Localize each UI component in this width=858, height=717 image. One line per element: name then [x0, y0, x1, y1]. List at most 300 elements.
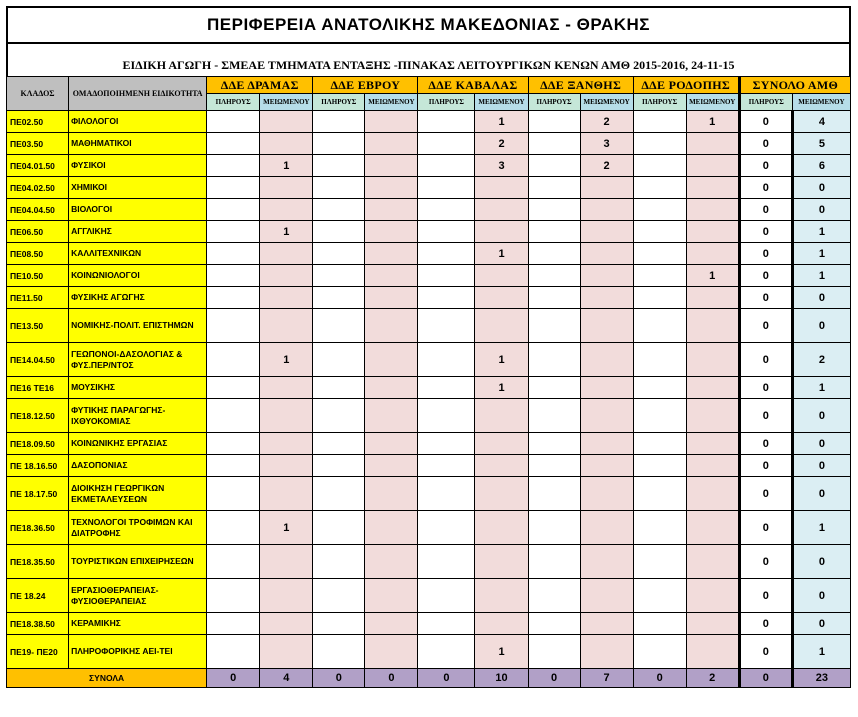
cell-plirous[interactable]	[207, 287, 260, 309]
cell-plirous[interactable]	[418, 377, 475, 399]
cell-meiomenou[interactable]	[686, 477, 739, 511]
cell-klados[interactable]: ΠΕ02.50	[7, 111, 69, 133]
cell-plirous[interactable]: 0	[739, 579, 792, 613]
cell-plirous[interactable]	[418, 309, 475, 343]
cell-plirous[interactable]	[313, 287, 365, 309]
cell-meiomenou[interactable]: 1	[792, 265, 850, 287]
cell-plirous[interactable]	[313, 399, 365, 433]
cell-meiomenou[interactable]: 2	[792, 343, 850, 377]
cell-meiomenou[interactable]: 0	[792, 477, 850, 511]
cell-meiomenou[interactable]: 4	[792, 111, 850, 133]
cell-plirous[interactable]	[313, 221, 365, 243]
cell-meiomenou[interactable]	[365, 155, 418, 177]
cell-plirous[interactable]	[528, 433, 580, 455]
cell-meiomenou[interactable]: 0	[792, 199, 850, 221]
cell-eidikotita[interactable]: ΔΙΟΙΚΗΣΗ ΓΕΩΡΓΙΚΩΝ ΕΚΜΕΤΑΛΕΥΣΕΩΝ	[69, 477, 207, 511]
cell-eidikotita[interactable]: ΦΥΣΙΚΗΣ ΑΓΩΓΗΣ	[69, 287, 207, 309]
cell-klados[interactable]: ΠΕ 18.24	[7, 579, 69, 613]
cell-plirous[interactable]	[528, 399, 580, 433]
cell-plirous[interactable]	[528, 221, 580, 243]
cell-meiomenou[interactable]	[580, 265, 633, 287]
total-cell[interactable]: 0	[418, 669, 475, 688]
cell-plirous[interactable]	[207, 635, 260, 669]
cell-meiomenou[interactable]	[365, 343, 418, 377]
cell-meiomenou[interactable]: 1	[686, 265, 739, 287]
cell-plirous[interactable]	[528, 545, 580, 579]
cell-plirous[interactable]	[418, 243, 475, 265]
cell-plirous[interactable]	[313, 243, 365, 265]
cell-plirous[interactable]	[633, 579, 686, 613]
cell-plirous[interactable]	[207, 545, 260, 579]
cell-plirous[interactable]: 0	[739, 243, 792, 265]
cell-meiomenou[interactable]	[365, 399, 418, 433]
total-cell[interactable]: 0	[633, 669, 686, 688]
cell-klados[interactable]: ΠΕ18.12.50	[7, 399, 69, 433]
cell-meiomenou[interactable]	[580, 613, 633, 635]
total-cell[interactable]: 23	[792, 669, 850, 688]
cell-plirous[interactable]: 0	[739, 613, 792, 635]
total-cell[interactable]: 0	[739, 669, 792, 688]
cell-plirous[interactable]	[207, 477, 260, 511]
cell-eidikotita[interactable]: ΦΥΣΙΚΟΙ	[69, 155, 207, 177]
cell-meiomenou[interactable]	[475, 265, 528, 287]
total-cell[interactable]: 2	[686, 669, 739, 688]
cell-meiomenou[interactable]	[686, 377, 739, 399]
cell-plirous[interactable]	[207, 199, 260, 221]
total-cell[interactable]: 0	[365, 669, 418, 688]
cell-meiomenou[interactable]	[260, 133, 313, 155]
cell-plirous[interactable]	[528, 579, 580, 613]
cell-meiomenou[interactable]: 1	[792, 511, 850, 545]
cell-plirous[interactable]	[207, 155, 260, 177]
cell-meiomenou[interactable]: 1	[475, 343, 528, 377]
cell-meiomenou[interactable]	[260, 477, 313, 511]
cell-meiomenou[interactable]	[475, 579, 528, 613]
cell-plirous[interactable]	[528, 287, 580, 309]
cell-plirous[interactable]	[528, 477, 580, 511]
cell-plirous[interactable]: 0	[739, 343, 792, 377]
cell-eidikotita[interactable]: ΓΕΩΠΟΝΟΙ-ΔΑΣΟΛΟΓΙΑΣ & ΦΥΣ.ΠΕΡ/ΝΤΟΣ	[69, 343, 207, 377]
cell-plirous[interactable]: 0	[739, 221, 792, 243]
cell-plirous[interactable]	[528, 377, 580, 399]
cell-meiomenou[interactable]: 1	[260, 511, 313, 545]
cell-meiomenou[interactable]	[365, 221, 418, 243]
cell-meiomenou[interactable]	[580, 545, 633, 579]
cell-meiomenou[interactable]: 0	[792, 309, 850, 343]
cell-meiomenou[interactable]	[260, 177, 313, 199]
cell-plirous[interactable]	[418, 579, 475, 613]
cell-meiomenou[interactable]	[365, 199, 418, 221]
cell-meiomenou[interactable]: 2	[475, 133, 528, 155]
cell-meiomenou[interactable]: 1	[475, 635, 528, 669]
cell-plirous[interactable]	[313, 111, 365, 133]
cell-meiomenou[interactable]	[686, 343, 739, 377]
cell-plirous[interactable]	[633, 133, 686, 155]
cell-eidikotita[interactable]: ΑΓΓΛΙΚΗΣ	[69, 221, 207, 243]
cell-plirous[interactable]	[313, 177, 365, 199]
cell-meiomenou[interactable]: 1	[686, 111, 739, 133]
total-cell[interactable]: 10	[475, 669, 528, 688]
total-cell[interactable]: 0	[207, 669, 260, 688]
cell-plirous[interactable]	[418, 111, 475, 133]
cell-meiomenou[interactable]	[686, 635, 739, 669]
cell-plirous[interactable]	[528, 111, 580, 133]
cell-meiomenou[interactable]	[580, 511, 633, 545]
cell-meiomenou[interactable]: 1	[260, 343, 313, 377]
cell-meiomenou[interactable]	[580, 579, 633, 613]
cell-meiomenou[interactable]	[475, 221, 528, 243]
cell-meiomenou[interactable]	[475, 455, 528, 477]
cell-plirous[interactable]	[418, 155, 475, 177]
cell-meiomenou[interactable]	[580, 399, 633, 433]
cell-plirous[interactable]	[313, 433, 365, 455]
cell-meiomenou[interactable]	[580, 455, 633, 477]
cell-plirous[interactable]	[633, 265, 686, 287]
cell-meiomenou[interactable]	[686, 221, 739, 243]
cell-meiomenou[interactable]	[475, 399, 528, 433]
cell-plirous[interactable]	[633, 111, 686, 133]
cell-meiomenou[interactable]	[475, 613, 528, 635]
cell-plirous[interactable]	[207, 377, 260, 399]
cell-plirous[interactable]	[207, 613, 260, 635]
cell-meiomenou[interactable]	[365, 111, 418, 133]
cell-meiomenou[interactable]	[365, 579, 418, 613]
cell-meiomenou[interactable]	[260, 455, 313, 477]
cell-meiomenou[interactable]: 2	[580, 111, 633, 133]
cell-meiomenou[interactable]	[365, 613, 418, 635]
cell-meiomenou[interactable]	[260, 545, 313, 579]
total-cell[interactable]: 0	[528, 669, 580, 688]
cell-meiomenou[interactable]: 6	[792, 155, 850, 177]
cell-meiomenou[interactable]	[260, 579, 313, 613]
cell-plirous[interactable]	[418, 545, 475, 579]
cell-eidikotita[interactable]: ΝΟΜΙΚΗΣ-ΠΟΛΙΤ. ΕΠΙΣΤΗΜΩΝ	[69, 309, 207, 343]
cell-meiomenou[interactable]	[475, 477, 528, 511]
cell-eidikotita[interactable]: ΔΑΣΟΠΟΝΙΑΣ	[69, 455, 207, 477]
cell-plirous[interactable]	[528, 511, 580, 545]
cell-eidikotita[interactable]: ΚΑΛΛΙΤΕΧΝΙΚΩΝ	[69, 243, 207, 265]
cell-plirous[interactable]	[207, 111, 260, 133]
cell-eidikotita[interactable]: ΚΕΡΑΜΙΚΗΣ	[69, 613, 207, 635]
cell-meiomenou[interactable]	[580, 243, 633, 265]
cell-meiomenou[interactable]	[580, 309, 633, 343]
total-cell[interactable]: 0	[313, 669, 365, 688]
cell-meiomenou[interactable]	[686, 455, 739, 477]
cell-meiomenou[interactable]: 1	[792, 243, 850, 265]
cell-plirous[interactable]	[418, 133, 475, 155]
cell-meiomenou[interactable]: 1	[792, 635, 850, 669]
cell-plirous[interactable]	[633, 635, 686, 669]
cell-meiomenou[interactable]: 0	[792, 399, 850, 433]
cell-meiomenou[interactable]	[365, 287, 418, 309]
cell-meiomenou[interactable]	[365, 177, 418, 199]
cell-meiomenou[interactable]	[686, 545, 739, 579]
cell-eidikotita[interactable]: ΕΡΓΑΣΙΟΘΕΡΑΠΕΙΑΣ-ΦΥΣΙΟΘΕΡΑΠΕΙΑΣ	[69, 579, 207, 613]
cell-meiomenou[interactable]: 3	[475, 155, 528, 177]
cell-plirous[interactable]	[528, 343, 580, 377]
cell-klados[interactable]: ΠΕ18.09.50	[7, 433, 69, 455]
cell-meiomenou[interactable]	[686, 177, 739, 199]
cell-meiomenou[interactable]	[580, 287, 633, 309]
cell-plirous[interactable]	[313, 477, 365, 511]
cell-meiomenou[interactable]	[260, 287, 313, 309]
cell-meiomenou[interactable]	[365, 477, 418, 511]
cell-plirous[interactable]	[418, 265, 475, 287]
cell-eidikotita[interactable]: ΤΕΧΝΟΛΟΓΟΙ ΤΡΟΦΙΜΩΝ ΚΑΙ ΔΙΑΤΡΟΦΗΣ	[69, 511, 207, 545]
cell-meiomenou[interactable]	[260, 265, 313, 287]
cell-plirous[interactable]	[528, 199, 580, 221]
cell-plirous[interactable]: 0	[739, 455, 792, 477]
cell-klados[interactable]: ΠΕ08.50	[7, 243, 69, 265]
cell-plirous[interactable]	[528, 177, 580, 199]
cell-plirous[interactable]	[418, 199, 475, 221]
cell-meiomenou[interactable]	[365, 511, 418, 545]
cell-meiomenou[interactable]	[260, 399, 313, 433]
cell-plirous[interactable]: 0	[739, 265, 792, 287]
cell-klados[interactable]: ΠΕ13.50	[7, 309, 69, 343]
cell-eidikotita[interactable]: ΜΟΥΣΙΚΗΣ	[69, 377, 207, 399]
cell-plirous[interactable]	[313, 133, 365, 155]
cell-meiomenou[interactable]: 0	[792, 177, 850, 199]
cell-eidikotita[interactable]: ΚΟΙΝΩΝΙΚΗΣ ΕΡΓΑΣΙΑΣ	[69, 433, 207, 455]
cell-meiomenou[interactable]	[365, 635, 418, 669]
cell-klados[interactable]: ΠΕ10.50	[7, 265, 69, 287]
cell-eidikotita[interactable]: ΠΛΗΡΟΦΟΡΙΚΗΣ ΑΕΙ-ΤΕΙ	[69, 635, 207, 669]
cell-meiomenou[interactable]	[260, 243, 313, 265]
cell-meiomenou[interactable]	[365, 309, 418, 343]
cell-meiomenou[interactable]	[365, 265, 418, 287]
cell-plirous[interactable]: 0	[739, 399, 792, 433]
cell-meiomenou[interactable]: 0	[792, 455, 850, 477]
cell-plirous[interactable]	[418, 477, 475, 511]
cell-meiomenou[interactable]	[686, 613, 739, 635]
cell-meiomenou[interactable]	[475, 545, 528, 579]
cell-meiomenou[interactable]	[365, 377, 418, 399]
cell-plirous[interactable]	[528, 635, 580, 669]
cell-meiomenou[interactable]	[260, 309, 313, 343]
cell-plirous[interactable]	[418, 455, 475, 477]
cell-plirous[interactable]	[313, 309, 365, 343]
cell-meiomenou[interactable]	[580, 433, 633, 455]
cell-eidikotita[interactable]: ΦΙΛΟΛΟΓΟΙ	[69, 111, 207, 133]
cell-klados[interactable]: ΠΕ06.50	[7, 221, 69, 243]
cell-plirous[interactable]	[418, 399, 475, 433]
cell-meiomenou[interactable]: 1	[475, 243, 528, 265]
cell-plirous[interactable]	[633, 455, 686, 477]
cell-plirous[interactable]	[633, 199, 686, 221]
cell-meiomenou[interactable]	[365, 545, 418, 579]
cell-meiomenou[interactable]	[365, 433, 418, 455]
cell-plirous[interactable]	[313, 635, 365, 669]
cell-meiomenou[interactable]	[580, 221, 633, 243]
cell-plirous[interactable]	[207, 265, 260, 287]
cell-meiomenou[interactable]: 0	[792, 287, 850, 309]
cell-meiomenou[interactable]	[260, 613, 313, 635]
cell-plirous[interactable]: 0	[739, 377, 792, 399]
cell-meiomenou[interactable]	[686, 243, 739, 265]
cell-plirous[interactable]	[633, 399, 686, 433]
cell-plirous[interactable]	[313, 265, 365, 287]
cell-meiomenou[interactable]	[475, 433, 528, 455]
cell-klados[interactable]: ΠΕ11.50	[7, 287, 69, 309]
cell-klados[interactable]: ΠΕ14.04.50	[7, 343, 69, 377]
cell-klados[interactable]: ΠΕ 18.17.50	[7, 477, 69, 511]
cell-plirous[interactable]	[633, 545, 686, 579]
cell-meiomenou[interactable]	[580, 377, 633, 399]
cell-plirous[interactable]: 0	[739, 133, 792, 155]
cell-plirous[interactable]: 0	[739, 287, 792, 309]
cell-meiomenou[interactable]	[686, 309, 739, 343]
cell-klados[interactable]: ΠΕ18.38.50	[7, 613, 69, 635]
cell-meiomenou[interactable]: 1	[260, 221, 313, 243]
cell-plirous[interactable]	[313, 511, 365, 545]
cell-plirous[interactable]	[418, 287, 475, 309]
cell-plirous[interactable]	[207, 309, 260, 343]
cell-plirous[interactable]	[528, 133, 580, 155]
total-cell[interactable]: 4	[260, 669, 313, 688]
cell-meiomenou[interactable]	[580, 177, 633, 199]
cell-meiomenou[interactable]	[580, 199, 633, 221]
cell-klados[interactable]: ΠΕ 18.16.50	[7, 455, 69, 477]
cell-eidikotita[interactable]: ΜΑΘΗΜΑΤΙΚΟΙ	[69, 133, 207, 155]
cell-plirous[interactable]	[633, 343, 686, 377]
cell-meiomenou[interactable]	[686, 287, 739, 309]
cell-meiomenou[interactable]: 0	[792, 613, 850, 635]
cell-meiomenou[interactable]	[686, 399, 739, 433]
cell-plirous[interactable]	[313, 613, 365, 635]
cell-klados[interactable]: ΠΕ19- ΠΕ20	[7, 635, 69, 669]
cell-klados[interactable]: ΠΕ04.01.50	[7, 155, 69, 177]
cell-plirous[interactable]	[528, 613, 580, 635]
cell-plirous[interactable]: 0	[739, 545, 792, 579]
cell-plirous[interactable]	[633, 243, 686, 265]
cell-plirous[interactable]	[633, 221, 686, 243]
cell-meiomenou[interactable]	[475, 287, 528, 309]
cell-meiomenou[interactable]: 1	[475, 111, 528, 133]
cell-meiomenou[interactable]	[260, 199, 313, 221]
cell-plirous[interactable]	[528, 265, 580, 287]
cell-plirous[interactable]: 0	[739, 309, 792, 343]
cell-klados[interactable]: ΠΕ04.02.50	[7, 177, 69, 199]
cell-meiomenou[interactable]	[475, 309, 528, 343]
cell-plirous[interactable]	[418, 177, 475, 199]
total-cell[interactable]: 7	[580, 669, 633, 688]
cell-plirous[interactable]	[633, 287, 686, 309]
cell-meiomenou[interactable]	[686, 433, 739, 455]
cell-meiomenou[interactable]	[260, 377, 313, 399]
cell-eidikotita[interactable]: ΚΟΙΝΩΝΙΟΛΟΓΟΙ	[69, 265, 207, 287]
cell-meiomenou[interactable]	[365, 243, 418, 265]
cell-meiomenou[interactable]	[580, 477, 633, 511]
cell-plirous[interactable]	[418, 613, 475, 635]
cell-meiomenou[interactable]: 0	[792, 545, 850, 579]
cell-plirous[interactable]	[207, 455, 260, 477]
cell-plirous[interactable]: 0	[739, 477, 792, 511]
cell-meiomenou[interactable]: 1	[475, 377, 528, 399]
cell-plirous[interactable]: 0	[739, 111, 792, 133]
cell-meiomenou[interactable]: 1	[792, 221, 850, 243]
cell-klados[interactable]: ΠΕ16 ΤΕ16	[7, 377, 69, 399]
cell-meiomenou[interactable]	[686, 579, 739, 613]
cell-eidikotita[interactable]: ΧΗΜΙΚΟΙ	[69, 177, 207, 199]
cell-plirous[interactable]	[313, 199, 365, 221]
cell-plirous[interactable]	[528, 155, 580, 177]
cell-meiomenou[interactable]: 2	[580, 155, 633, 177]
cell-meiomenou[interactable]	[686, 511, 739, 545]
cell-meiomenou[interactable]	[580, 635, 633, 669]
cell-plirous[interactable]	[207, 511, 260, 545]
cell-plirous[interactable]	[633, 177, 686, 199]
cell-plirous[interactable]	[207, 579, 260, 613]
cell-plirous[interactable]	[207, 177, 260, 199]
cell-plirous[interactable]	[528, 455, 580, 477]
cell-eidikotita[interactable]: ΦΥΤΙΚΗΣ ΠΑΡΑΓΩΓΗΣ-ΙΧΘΥΟΚΟΜΙΑΣ	[69, 399, 207, 433]
cell-klados[interactable]: ΠΕ03.50	[7, 133, 69, 155]
cell-plirous[interactable]	[633, 433, 686, 455]
cell-plirous[interactable]	[633, 477, 686, 511]
cell-plirous[interactable]: 0	[739, 199, 792, 221]
cell-meiomenou[interactable]: 1	[260, 155, 313, 177]
cell-plirous[interactable]	[418, 635, 475, 669]
cell-meiomenou[interactable]: 5	[792, 133, 850, 155]
cell-meiomenou[interactable]	[686, 199, 739, 221]
cell-plirous[interactable]: 0	[739, 177, 792, 199]
cell-plirous[interactable]	[207, 343, 260, 377]
cell-meiomenou[interactable]	[475, 511, 528, 545]
cell-plirous[interactable]	[633, 377, 686, 399]
cell-meiomenou[interactable]	[580, 343, 633, 377]
cell-meiomenou[interactable]	[260, 111, 313, 133]
cell-meiomenou[interactable]	[686, 133, 739, 155]
cell-plirous[interactable]	[418, 433, 475, 455]
cell-plirous[interactable]	[418, 343, 475, 377]
cell-plirous[interactable]: 0	[739, 511, 792, 545]
cell-plirous[interactable]	[633, 155, 686, 177]
cell-plirous[interactable]: 0	[739, 155, 792, 177]
cell-plirous[interactable]	[633, 511, 686, 545]
cell-plirous[interactable]	[633, 309, 686, 343]
cell-plirous[interactable]: 0	[739, 433, 792, 455]
cell-plirous[interactable]	[313, 455, 365, 477]
cell-klados[interactable]: ΠΕ18.36.50	[7, 511, 69, 545]
cell-meiomenou[interactable]	[475, 177, 528, 199]
cell-plirous[interactable]	[313, 545, 365, 579]
cell-meiomenou[interactable]: 3	[580, 133, 633, 155]
cell-meiomenou[interactable]	[686, 155, 739, 177]
cell-eidikotita[interactable]: ΒΙΟΛΟΓΟΙ	[69, 199, 207, 221]
cell-meiomenou[interactable]	[260, 433, 313, 455]
cell-plirous[interactable]	[207, 243, 260, 265]
cell-plirous[interactable]	[528, 243, 580, 265]
cell-plirous[interactable]	[207, 221, 260, 243]
cell-eidikotita[interactable]: ΤΟΥΡΙΣΤΙΚΩΝ ΕΠΙΧΕΙΡΗΣΕΩΝ	[69, 545, 207, 579]
cell-plirous[interactable]	[313, 377, 365, 399]
cell-klados[interactable]: ΠΕ18.35.50	[7, 545, 69, 579]
cell-plirous[interactable]	[313, 579, 365, 613]
cell-plirous[interactable]	[528, 309, 580, 343]
cell-meiomenou[interactable]	[365, 455, 418, 477]
cell-meiomenou[interactable]: 0	[792, 579, 850, 613]
cell-plirous[interactable]	[313, 155, 365, 177]
cell-plirous[interactable]	[207, 133, 260, 155]
cell-plirous[interactable]	[313, 343, 365, 377]
cell-meiomenou[interactable]	[475, 199, 528, 221]
cell-plirous[interactable]	[633, 613, 686, 635]
cell-meiomenou[interactable]	[365, 133, 418, 155]
cell-plirous[interactable]	[207, 399, 260, 433]
cell-meiomenou[interactable]: 1	[792, 377, 850, 399]
cell-plirous[interactable]: 0	[739, 635, 792, 669]
